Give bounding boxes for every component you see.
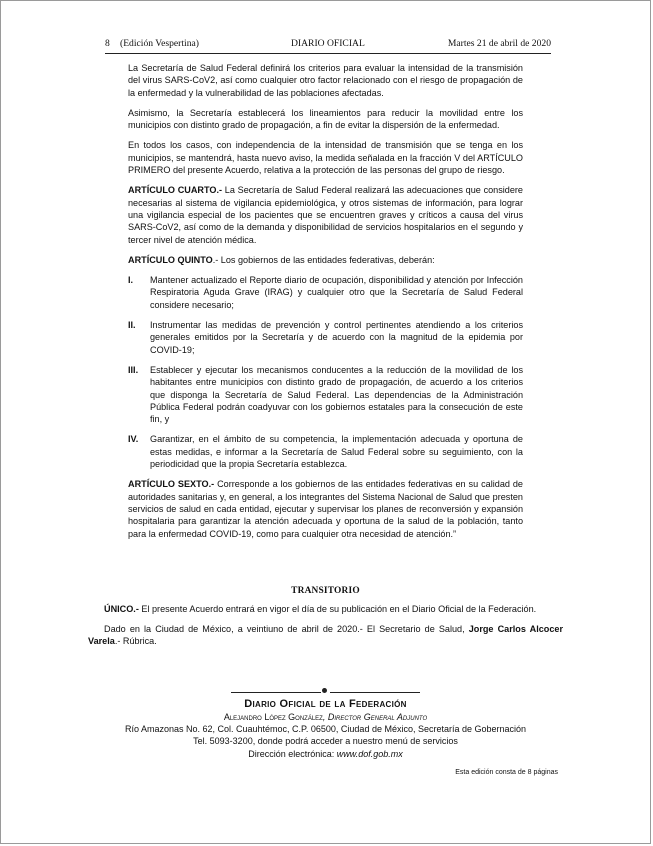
article-text: Corresponde a los gobiernos de las entidades federativas en su calidad de autoridades sanitarias y, en general, a los integrantes del Sistema Nacional de Salud que presten servicios de salud en cada entidad, ejecutar y supervisar los planes de reconversión y expansión hospitalaria para garantizar la atención adecuada y oportuna de la salud de la población, tanto para la enfermedad COVID-19, como para cualquier otra necesidad de atención.” [128,479,523,539]
separator-line [231,692,321,693]
edition-pages-note: Esta edición consta de 8 páginas [455,769,558,776]
article-heading: ARTÍCULO QUINTO [128,254,213,265]
list-item [128,364,523,425]
dado-text: Dado en la Ciudad de México, a veintiuno de abril de 2020.- El Secretario de Salud, [104,623,469,634]
signature-paragraph [88,623,563,648]
director-name: Alejandro López González [223,712,323,722]
edition-label: (Edición Vespertina) [120,38,199,49]
article-quinto [128,254,523,266]
item-text: Garantizar, en el ámbito de su competencia, la implementación adecuada y oportuna de estas medidas, e informar a la Secretaría de Salud Federal sobre su seguimiento, con la periodicidad que la propia Secretaría establezca. [150,434,523,470]
item-text: Mantener actualizado el Reporte diario de ocupación, disponibilidad y atención por Infección Respiratoria Aguda Grave (IRAG) y cualquier otro que la Secretaría de Salud Federal considere necesario; [150,275,523,310]
phone-line: Tel. 5093-3200, donde podrá acceder a nuestro menú de servicios [193,736,458,747]
item-number: III. [128,364,139,375]
paragraph: Asimismo, la Secretaría establecerá los lineamientos para reducir la movilidad entre los municipios con distinto grado de propagación, a fin de evitar la dispersión de la enfermedad. [128,107,523,131]
rubrica-text: .- Rúbrica. [114,635,157,646]
fraction-list [128,274,523,470]
email-line [88,748,563,760]
article-text: .- Los gobiernos de las entidades federativas, deberán: [212,254,435,265]
transitorio-section [88,585,563,654]
email-label: Dirección electrónica: [248,748,337,759]
section-heading: TRANSITORIO [291,586,360,596]
unico-paragraph [88,603,563,615]
director-line [88,711,563,723]
item-number: II. [128,320,136,331]
article-heading: ARTÍCULO SEXTO.- [128,479,215,490]
paragraph: En todos los casos, con independencia de la intensidad de transmisión que se tenga en los municipios, se mantendrá, hasta nuevo aviso, la medida señalada en la fracción V del ARTÍCULO PRIMERO del presente Acuerdo, relativa a la protección de las personas del grupo de riesgo. [128,140,523,176]
list-item [128,319,523,356]
unico-heading: ÚNICO.- [104,604,139,615]
director-role: , Director General Adjunto [322,712,428,722]
article-heading: ARTÍCULO CUARTO.- [128,185,223,196]
signer-name: Jorge Carlos Alcocer Varela [88,623,563,646]
separator-line [330,692,420,693]
list-item [128,274,523,311]
article-text: La Secretaría de Salud Federal realizará las adecuaciones que considere necesarias al sistema de vigilancia epidemiológica, y otros sistemas de información, para lograr una vigilancia especial de los pacientes que se encuentren graves y críticos a causa del virus SARS-CoV2, así como de la demanda y disponibilidad de servicios hospitalarios en el segundo y tercer nivel de atención médica. [128,185,523,245]
separator-dot [322,688,327,693]
article-cuarto [128,184,523,245]
document-body [128,62,523,548]
item-text: Instrumentar las medidas de prevención y control pertinentes atendiendo a los criterios generales emitidos por la Secretaría y de acuerdo con la magnitud de la epidemia por COVID-19; [150,320,523,355]
page-number: 8 [105,38,110,49]
publication-date: Martes 21 de abril de 2020 [447,38,551,49]
unico-text: El presente Acuerdo entrará en vigor el día de su publicación en el Diario Oficial de la Federación. [138,604,537,615]
list-item [128,433,523,470]
page-header [105,37,551,54]
footer-title: Diario Oficial de la Federación [244,698,407,710]
footer-separator [88,687,563,697]
website-link[interactable]: www.dof.gob.mx [336,748,403,759]
paragraph: La Secretaría de Salud Federal definirá los criterios para evaluar la intensidad de la transmisión del virus SARS-CoV2, así como cualquier otro factor relacionado con el riesgo de propagación de la enfermedad y la vulnerabilidad de las poblaciones afectadas. [128,63,523,98]
publication-title: DIARIO OFICIAL [291,38,365,49]
address-line: Río Amazonas No. 62, Col. Cuauhtémoc, C.P. 06500, Ciudad de México, Secretaría de Gobernación [124,724,527,735]
article-sexto [128,478,523,539]
item-number: I. [128,275,134,286]
item-text: Establecer y ejecutar los mecanismos conducentes a la reducción de la movilidad de los habitantes entre municipios con distinto grado de propagación, de acuerdo a los criterios que disponga la Secretaría de Salud Federal. Las dependencias de la Administración Pública Federal podrán coadyuvar con los gobiernos estatales para la consecución de este fin, y [150,364,523,425]
page-footer [88,687,563,760]
item-number: IV. [128,434,139,445]
